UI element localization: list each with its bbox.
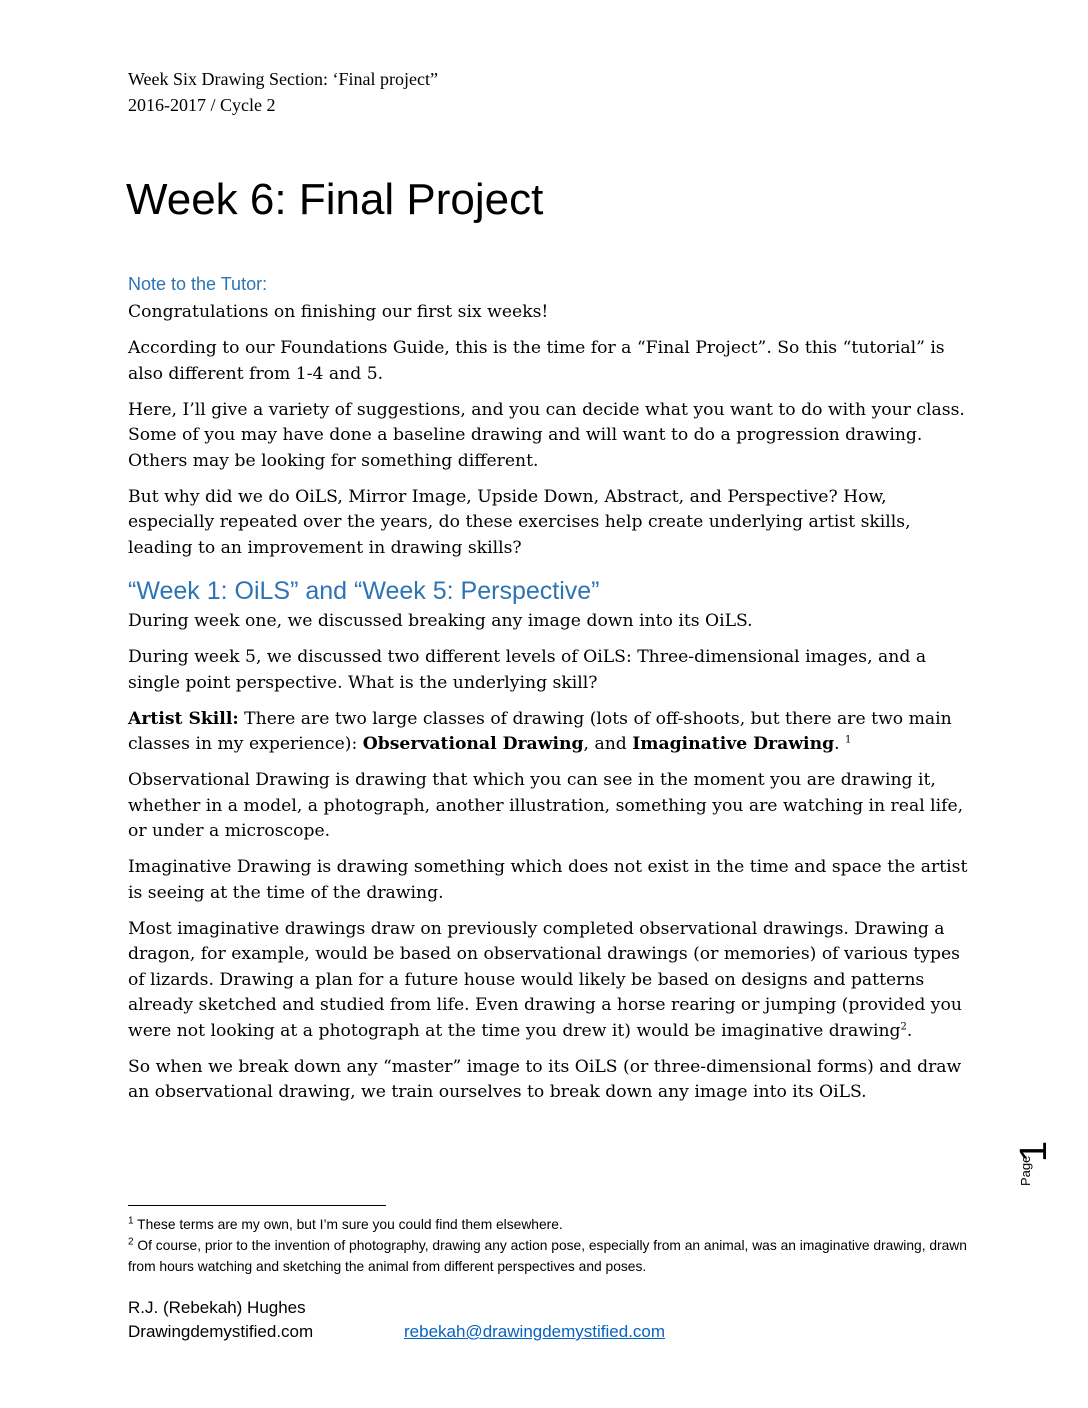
footer-author: R.J. (Rebekah) Hughes [128,1298,306,1317]
page-title: Week 6: Final Project [126,175,544,224]
header-line-2: 2016-2017 / Cycle 2 [128,95,276,115]
section-paragraph-6 [128,917,968,1045]
page-label: Page [1018,1155,1033,1186]
footnote-text-1: These terms are my own, but I’m sure you could find them elsewhere. [133,1217,563,1232]
document-body [128,272,968,1116]
section-paragraph-1: During week one, we discussed breaking any image down into its OiLS. [128,611,753,631]
artist-skill-text-b: , and [583,734,633,754]
artist-skill-paragraph [128,707,968,758]
note-paragraph-4: But why did we do OiLS, Mirror Image, Upside Down, Abstract, and Perspective? How, especially repeated over the years, do these exercises help create underlying artist skills, leading to an improvement in drawing skills? [128,486,911,558]
footnote-number-1: 1 [128,1215,134,1227]
footnote-ref-2[interactable]: 2 [900,1020,907,1032]
header-line-1: Week Six Drawing Section: ‘Final project” [128,69,438,89]
artist-skill-text-a: There are two large classes of drawing (lots of off-shoots, but there are two main classes in my experience): [128,708,952,754]
term-imaginative-drawing: Imaginative Drawing [632,734,835,754]
section-paragraph-2: During week 5, we discussed two different levels of OiLS: Three-dimensional images, and a single point perspective. What is the underlying skill? [128,647,927,693]
page-footer [128,1296,313,1344]
term-observational-drawing: Observational Drawing [362,734,584,754]
note-heading: Note to the Tutor: [128,274,268,294]
artist-skill-text-c: . [834,734,846,754]
running-header [128,66,438,118]
section-heading: “Week 1: OiLS” and “Week 5: Perspective” [128,577,600,605]
page-number: 1 [1013,1140,1055,1162]
section-paragraph-5: Imaginative Drawing is drawing something which does not exist in the time and space the artist is seeing at the time of the drawing. [128,857,968,903]
section-paragraph-7: So when we break down any “master” image to its OiLS (or three-dimensional forms) and draw an observational drawing, we train ourselves to break down any image into its OiLS. [128,1056,962,1102]
footnote-1 [128,1214,968,1235]
footnote-separator [128,1205,386,1206]
footnotes [128,1214,968,1277]
footnote-number-2: 2 [128,1236,134,1248]
note-paragraph-2: According to our Foundations Guide, this is the time for a “Final Project”. So this “tutorial” is also different from 1-4 and 5. [128,338,945,384]
artist-skill-label: Artist Skill: [128,708,239,729]
note-paragraph-3: Here, I’ll give a variety of suggestions, and you can decide what you want to do with your class. Some of you may have done a baseline drawing and will want to do a progression drawing. Others may be looking for something different. [128,399,965,471]
footer-site: Drawingdemystified.com [128,1322,314,1341]
section-paragraph-6-end: . [906,1020,913,1041]
note-paragraph-1: Congratulations on finishing our first six weeks! [128,302,549,322]
section-paragraph-4: Observational Drawing is drawing that which you can see in the moment you are drawing it, whether in a model, a photograph, another illustration, something you are watching in real life, or under a microscope. [128,770,964,841]
footer-email-link[interactable]: rebekah@drawingdemystified.com [404,1322,666,1341]
footnote-text-2: Of course, prior to the invention of photography, drawing any action pose, especially from an animal, was an imaginative drawing, drawn from hours watching and sketching the animal from different perspectives and poses. [128,1238,967,1274]
footnote-2 [128,1235,968,1277]
section-paragraph-6-text: Most imaginative drawings draw on previously completed observational drawings. Drawing a dragon, for example, would be based on observational drawings (or memories) of various types of lizards. Drawing a plan for a future house would likely be based on designs and patterns already sketched and studied from life. Even drawing a horse rearing or jumping (provided you were not looking at a photograph at the time you drew it) would be imaginative drawing [128,918,962,1041]
footnote-ref-1[interactable]: 1 [845,734,852,746]
